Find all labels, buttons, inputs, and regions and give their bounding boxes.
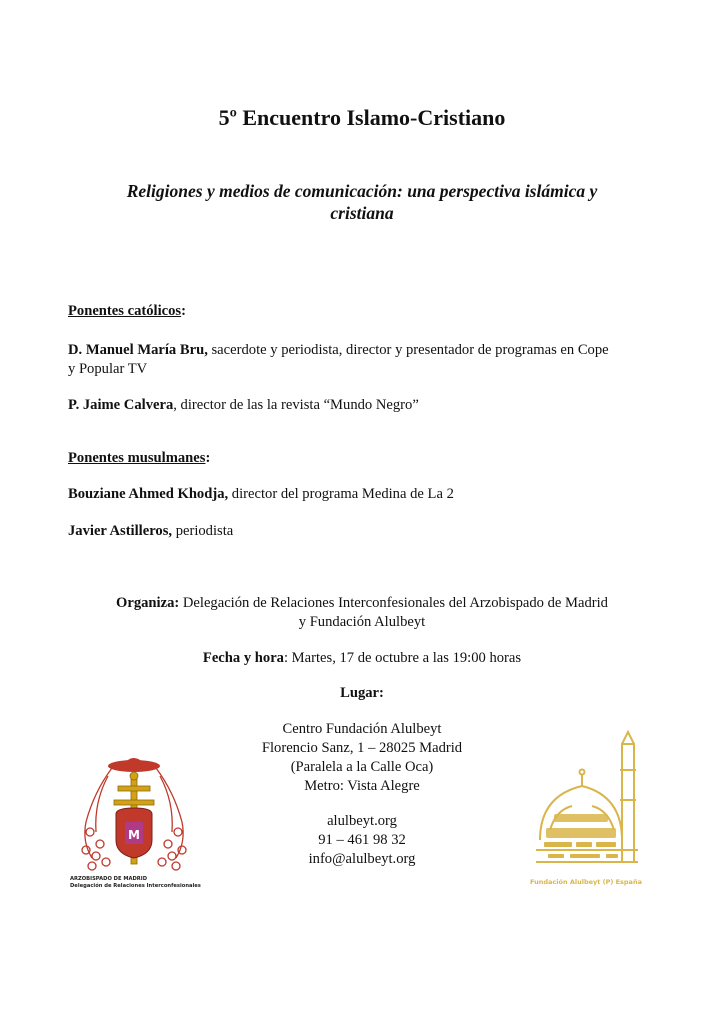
arzobispado-caption-line2: Delegación de Relaciones Interconfesionales bbox=[70, 883, 201, 889]
speaker-desc: , director de las la revista “Mundo Negro” bbox=[173, 397, 419, 413]
website-link[interactable]: alulbeyt.org bbox=[327, 813, 397, 829]
organiza-label: Organiza: bbox=[116, 595, 180, 611]
arzobispado-caption-line1: ARZOBISPADO DE MADRID bbox=[70, 876, 148, 882]
alulbeyt-caption: Fundación Alulbeyt (P) España bbox=[530, 878, 642, 886]
mosque-icon bbox=[526, 730, 654, 880]
address-line: Metro: Vista Alegre bbox=[304, 778, 420, 794]
subtitle-line-1: Religiones y medios de comunicación: una perspectiva islámica y bbox=[126, 181, 598, 201]
speaker-name: Javier Astilleros, bbox=[68, 523, 173, 539]
speaker-name: Bouziane Ahmed Khodja, bbox=[68, 486, 229, 502]
phone-number: 91 – 461 98 32 bbox=[318, 832, 406, 848]
svg-text:M: M bbox=[128, 828, 140, 842]
fecha-block bbox=[60, 649, 664, 668]
coat-of-arms-icon bbox=[72, 752, 202, 892]
muslim-heading: Ponentes musulmanes: bbox=[68, 450, 211, 466]
catholic-heading-text: Ponentes católicos bbox=[68, 303, 182, 319]
address-line: Florencio Sanz, 1 – 28025 Madrid bbox=[261, 740, 463, 756]
speaker-desc-cont: y Popular TV bbox=[68, 361, 148, 377]
fecha-value: : Martes, 17 de octubre a las 19:00 horas bbox=[283, 650, 522, 666]
organiza-block bbox=[60, 594, 664, 632]
muslim-speaker-1 bbox=[68, 485, 658, 504]
subtitle bbox=[60, 180, 664, 224]
speaker-name: D. Manuel María Bru, bbox=[68, 342, 208, 358]
speaker-desc: periodista bbox=[172, 523, 234, 539]
catholic-heading: Ponentes católicos: bbox=[68, 303, 186, 319]
subtitle-line-2: cristiana bbox=[330, 203, 394, 223]
lugar-label-text: Lugar: bbox=[340, 685, 384, 701]
muslim-speaker-2 bbox=[68, 522, 658, 541]
email-link[interactable]: info@alulbeyt.org bbox=[308, 851, 416, 867]
speaker-desc: director del programa Medina de La 2 bbox=[228, 486, 454, 502]
arzobispado-logo bbox=[72, 752, 202, 892]
address-line: Centro Fundación Alulbeyt bbox=[282, 721, 442, 737]
muslim-heading-text: Ponentes musulmanes bbox=[68, 450, 206, 466]
speaker-desc: sacerdote y periodista, director y presentador de programas en Cope bbox=[207, 342, 609, 358]
address-line: (Paralela a la Calle Oca) bbox=[290, 759, 434, 775]
catholic-speaker-2 bbox=[68, 396, 658, 415]
fecha-label: Fecha y hora bbox=[202, 650, 284, 666]
page-title: 5º Encuentro Islamo-Cristiano bbox=[218, 105, 506, 130]
catholic-speaker-1 bbox=[68, 341, 658, 379]
alulbeyt-logo bbox=[526, 730, 654, 892]
organiza-line-2: y Fundación Alulbeyt bbox=[298, 614, 426, 630]
lugar-label bbox=[60, 684, 664, 703]
organiza-line-1: Delegación de Relaciones Interconfesionales del Arzobispado de Madrid bbox=[179, 595, 608, 611]
arzobispado-caption bbox=[70, 876, 210, 890]
speaker-name: P. Jaime Calvera bbox=[68, 397, 174, 413]
